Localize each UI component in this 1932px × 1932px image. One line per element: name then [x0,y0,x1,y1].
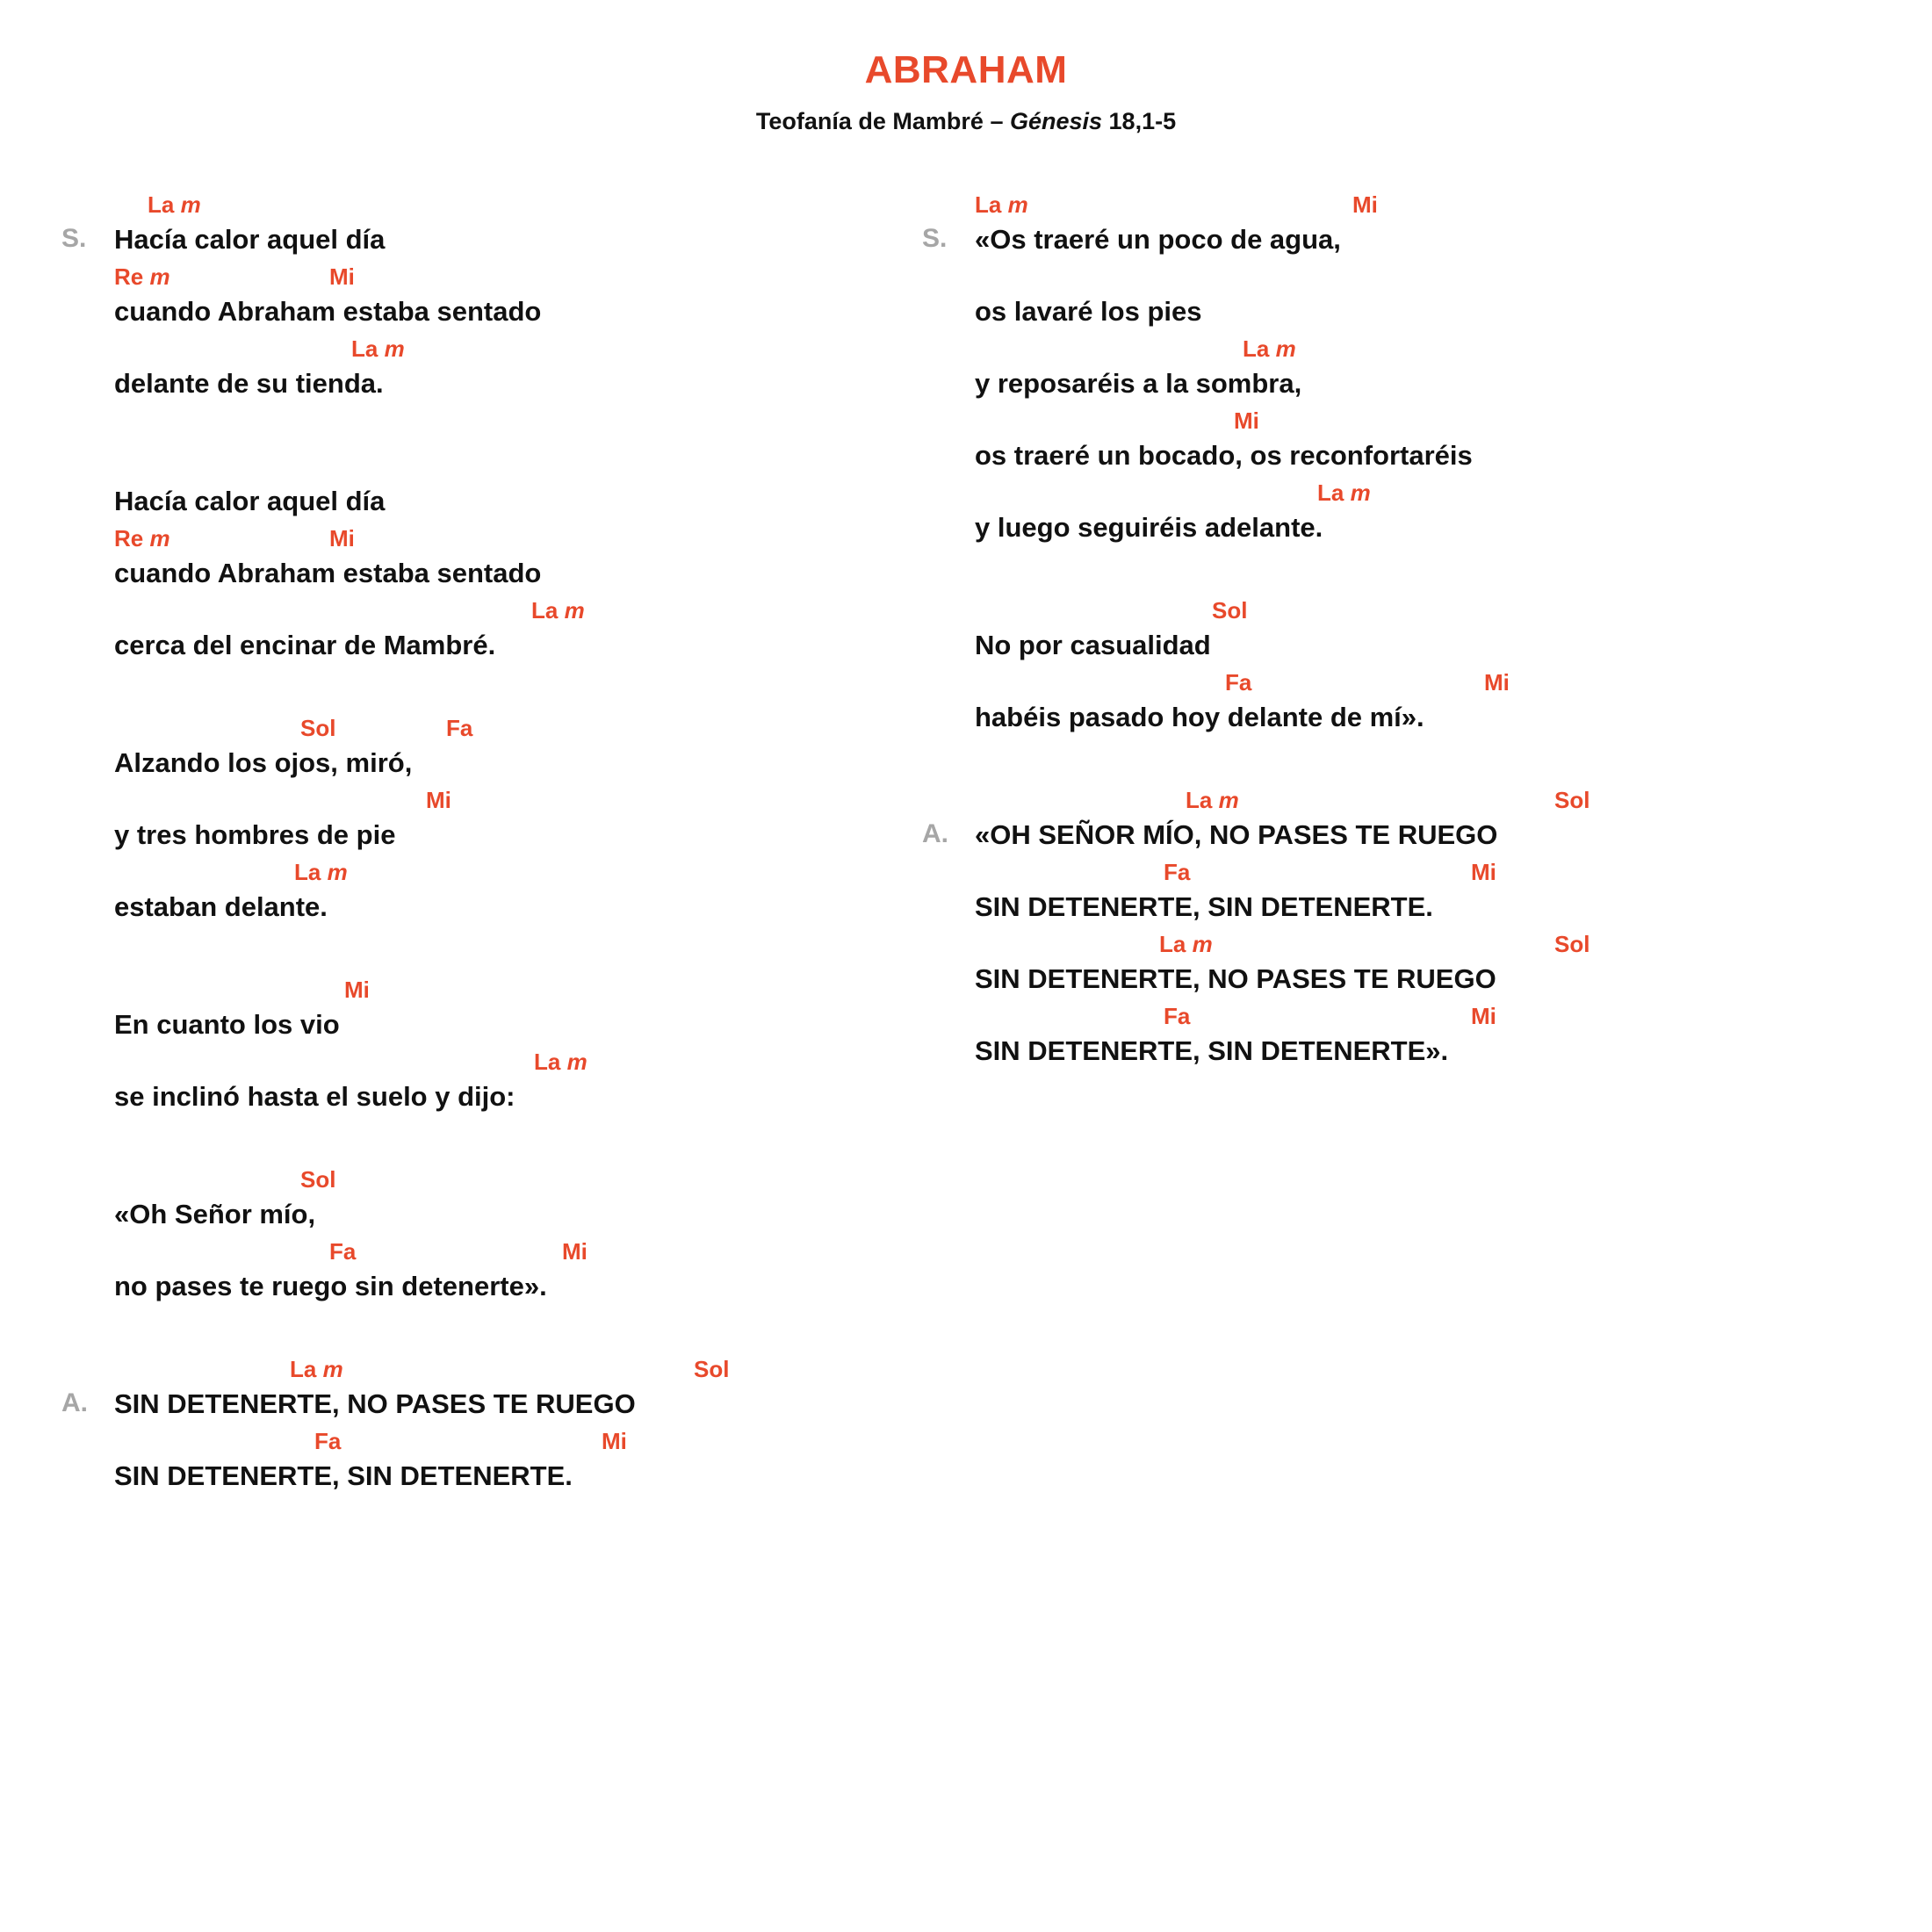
chord-row [114,261,966,292]
chord-label: Sol [1212,597,1248,624]
lyric-text: «Oh Señor mío, [114,1199,316,1229]
lyric-text: cerca del encinar de Mambré. [114,630,496,660]
chord-label: La m [148,191,201,218]
stanza [61,1353,966,1496]
chord-label: Sol [694,1356,730,1382]
chord-label: La m [1243,335,1296,362]
chord-row [114,1353,966,1385]
chord-label: Mi [1484,669,1510,696]
lyric-line [114,595,966,665]
chord-label: Mi [344,977,370,1003]
chord-label: Mi [426,787,451,813]
subtitle-scripture-ref: 18,1-5 [1102,108,1177,135]
chord-row [114,1046,966,1078]
chord-row [114,595,966,626]
lyric-text: se inclinó hasta el suelo y dijo: [114,1081,515,1112]
chord-label: La m [531,597,585,624]
lyric-line [114,523,966,593]
chord-label: Fa [329,1238,357,1265]
chord-label: La m [1317,479,1371,506]
lyric-text: Hacía calor aquel día [114,486,386,516]
chord-label: Sol [300,1166,336,1193]
chord-label: La m [1186,787,1239,813]
chord-label: Mi [329,263,355,290]
chord-label: Fa [1164,1003,1191,1029]
chord-label: Re m [114,525,170,551]
chord-label: La m [1159,931,1213,957]
stanza [114,1164,966,1306]
lyric-line [114,451,966,521]
subtitle-scripture-book: Génesis [1009,108,1103,135]
lyric-line [114,1425,966,1496]
chord-label: Fa [446,715,473,741]
assembly-marker: A. [922,819,948,848]
chord-row [114,1236,966,1267]
lyric-text: no pases te ruego sin detenerte». [114,1271,547,1301]
chord-row [114,712,966,744]
lyric-line [114,712,966,782]
soloist-marker: S. [61,224,87,253]
lyric-text: En cuanto los vio [114,1009,340,1040]
lyric-line [114,333,966,403]
stanza [114,712,966,926]
chord-row [114,1164,966,1195]
lyrics-columns [0,189,1932,1543]
stanza [114,974,966,1116]
lyric-text: cuando Abraham estaba sentado [114,296,542,327]
chord-row [114,523,966,554]
chord-row [114,333,966,364]
chord-label: Mi [1471,1003,1496,1029]
page-header [0,0,1932,136]
chord-label: Fa [1225,669,1252,696]
chord-label: Mi [602,1428,627,1454]
page-subtitle [0,107,1932,135]
chord-label: Mi [329,525,355,551]
assembly-marker: A. [61,1388,88,1417]
lyric-line [114,1236,966,1306]
chord-label: La m [294,859,348,885]
lyric-line [114,1353,966,1424]
page-title: ABRAHAM [864,48,1068,91]
lyric-text: Hacía calor aquel día [114,224,386,255]
chord-label: Mi [562,1238,588,1265]
lyric-text: cuando Abraham estaba sentado [114,558,542,588]
lyric-line [114,1164,966,1234]
right-column: S. La m Mi «Os traeré un poco de agua, os lavaré los pies La m y reposaréis a la sombra, Mi os traeré un bocado, os reconfortaréis La m y luego seguiréis adelante. Sol No por casualidad Fa Mi habéis pasado hoy delante de mí». A. La m Sol «OH SEÑOR MÍO, NO PASES TE RUEGO Fa Mi SIN DETENERTE, SIN DETENERTE. La m Sol SIN DETENERTE, NO PASES TE RUEGO Fa Mi SIN DETENERTE, SIN DETENERTE». [0,189,975,1543]
chord-label: Fa [1164,859,1191,885]
chord-row [114,1425,966,1457]
chord-row [114,451,966,482]
lyric-text: SIN DETENERTE, NO PASES TE RUEGO [114,1388,636,1419]
lyric-text: y tres hombres de pie [114,819,396,850]
lyric-line [114,189,966,259]
chord-label: Fa [314,1428,342,1454]
lyric-line [114,784,966,854]
chord-label: Mi [1234,407,1259,434]
chord-row [114,856,966,888]
chord-label: Re m [114,263,170,290]
chord-row [114,189,966,220]
chord-label: Mi [1352,191,1378,218]
lyric-text: estaban delante. [114,891,328,922]
lyric-text: Alzando los ojos, miró, [114,747,413,778]
chord-label: Sol [300,715,336,741]
chord-label: Sol [1554,931,1590,957]
chord-row [114,784,966,816]
chord-label: Mi [1471,859,1496,885]
chord-row [114,974,966,1006]
lyric-line [114,974,966,1044]
chord-label: La m [534,1049,588,1075]
lyric-text: SIN DETENERTE, SIN DETENERTE. [114,1460,573,1491]
chord-label: La m [351,335,405,362]
stanza [114,451,966,665]
lyric-text: delante de su tienda. [114,368,384,399]
chord-label: La m [975,191,1028,218]
lyric-line [114,856,966,926]
soloist-marker: S. [922,224,948,253]
lyric-line [114,1046,966,1116]
subtitle-plain: Teofanía de Mambré – [755,108,1010,135]
lyric-line [114,261,966,331]
chord-label: La m [290,1356,343,1382]
chord-label: Sol [1554,787,1590,813]
stanza [61,189,966,403]
